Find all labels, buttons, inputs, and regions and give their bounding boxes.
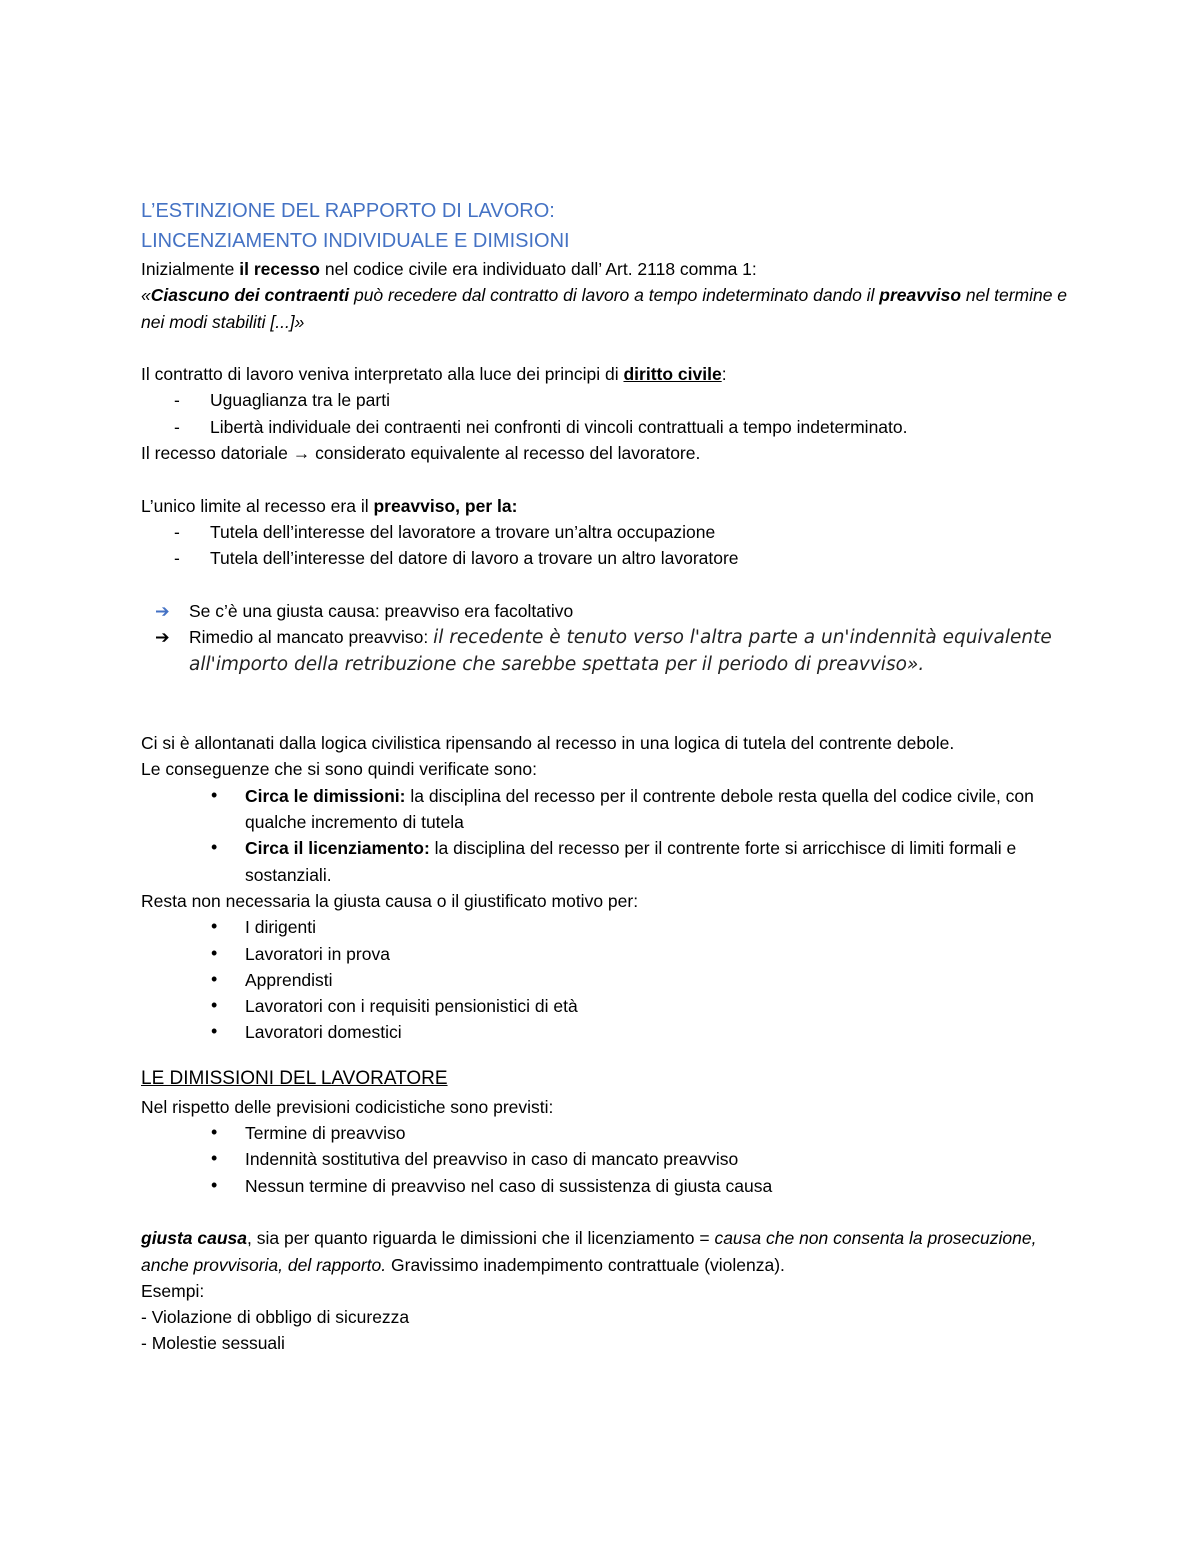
example-item: - Molestie sessuali [141,1333,285,1354]
list-item: • Apprendisti [211,968,333,990]
logic-paragraph-2: Le conseguenze che si sono quindi verificate sono: [141,759,537,780]
limit-paragraph: L’unico limite al recesso era il preavviso, per la: [141,495,518,516]
list-item: • Circa il licenziamento: la disciplina del recesso per il contrente forte si arricchisce di limiti formali e sostanziali. [211,837,1017,885]
civil-principles-list [141,387,1071,440]
recesso-paragraph: Il recesso datoriale → considerato equivalente al recesso del lavoratore. [141,443,701,464]
not-needed-paragraph: Resta non necessaria la giusta causa o il giustificato motivo per: [141,890,639,911]
list-item: ➔ Se c’è una giusta causa: preavviso era facoltativo [141,598,1071,624]
intro-paragraph: Inizialmente il recesso nel codice civile era individuato dall’ Art. 2118 comma 1: [141,259,757,279]
list-item: • I dirigenti [211,916,317,938]
list-item: ➔ Rimedio al mancato preavviso: il recedente è tenuto verso l'altra parte a un'indennità equivalente all'importo della retribuzione che sarebbe spettata per il periodo di preavviso». [141,624,1071,678]
list-item: - Tutela dell’interesse del datore di lavoro a trovare un altro lavoratore [174,548,739,569]
section-intro: Nel rispetto delle previsioni codicistiche sono previsti: [141,1096,554,1117]
list-item: • Circa le dimissioni: la disciplina del recesso per il contrente debole resta quella del codice civile, con qualche incremento di tutela [211,784,1034,833]
limit-list [141,519,1071,572]
list-item: • Lavoratori domestici [211,1021,402,1043]
article-quote: «Ciascuno dei contraenti può recedere dal contratto di lavoro a tempo indeterminato dando il preavviso nel termine e nei modi stabiliti [...]» [141,285,1068,332]
examples-label: Esempi: [141,1280,205,1301]
list-item: - Uguaglianza tra le parti [174,390,390,411]
list-item: • Lavoratori in prova [211,942,390,964]
title-line-2: LINCENZIAMENTO INDIVIDUALE E DIMISIONI [141,230,570,252]
list-item: • Nessun termine di preavviso nel caso di sussistenza di giusta causa [211,1174,773,1196]
giusta-causa-paragraph: giusta causa, sia per quanto riguarda le dimissioni che il licenziamento = causa che non consenta la prosecuzione, anche provvisoria, del rapporto. Gravissimo inadempimento contrattuale (violenza). [141,1228,1037,1275]
list-item: - Tutela dell’interesse del lavoratore a trovare un’altra occupazione [174,521,716,542]
logic-paragraph-1: Ci si è allontanati dalla logica civilistica ripensando al recesso in una logica di tutela del contrente debole. [141,733,955,754]
dimissioni-list [141,1120,1071,1199]
example-item: - Violazione di obbligo di sicurezza [141,1307,410,1328]
document-body [141,196,1071,1357]
arrow-list [141,598,1071,678]
title-line-1: L’ESTINZIONE DEL RAPPORTO DI LAVORO: [141,200,555,222]
document-title [141,196,1071,256]
arrow-bullet-icon: ➔ [155,600,170,621]
not-needed-list [141,914,1071,1045]
list-item: • Indennità sostitutiva del preavviso in caso di mancato preavviso [211,1148,739,1170]
arrow-right-icon: → [292,443,311,464]
list-item: - Libertà individuale dei contraenti nei confronti di vincoli contrattuali a tempo indeterminato. [174,416,908,437]
consequences-list [141,783,1071,888]
civil-law-paragraph: Il contratto di lavoro veniva interpretato alla luce dei principi di diritto civile: [141,364,727,385]
section-heading-dimissioni: LE DIMISSIONI DEL LAVORATORE [141,1067,448,1089]
list-item: • Lavoratori con i requisiti pensionistici di età [211,995,578,1017]
arrow-bullet-icon: ➔ [155,627,170,648]
list-item: • Termine di preavviso [211,1122,406,1144]
